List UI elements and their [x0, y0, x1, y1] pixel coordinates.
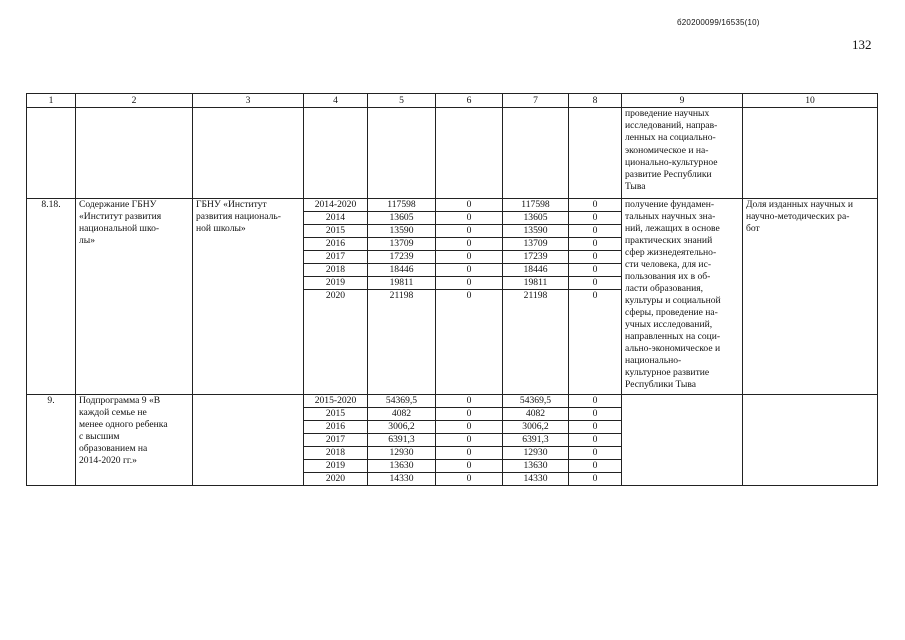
other-cell: 0: [569, 408, 622, 421]
total-cell: 3006,2: [368, 421, 436, 434]
continued-result-text: проведение научных исследований, направ- ленных на социально- экономическое и на- ционально-культурное развитие Республики Тыва: [622, 108, 743, 199]
header-cell: 9: [622, 94, 743, 108]
total-cell: 6391,3: [368, 434, 436, 447]
header-cell: 2: [76, 94, 193, 108]
header-cell: 7: [503, 94, 569, 108]
federal-cell: 0: [436, 277, 503, 290]
federal-cell: 0: [436, 421, 503, 434]
continuation-row: [27, 108, 878, 199]
federal-cell: 0: [436, 408, 503, 421]
total-cell: 18446: [368, 264, 436, 277]
federal-cell: 0: [436, 460, 503, 473]
expected-result: получение фундамен- тальных научных зна- ний, лежащих в основе практических знаний сфер жизнедеятельно- сти человека, для ис- пользования их в об- ласти образования, культуры и социальной сферы, проведение на- учных исследований, направленных на соци- ально-экономическое и национально- культурное развитие Республики Тыва: [622, 199, 743, 395]
republic-cell: 13605: [503, 212, 569, 225]
other-cell: 0: [569, 277, 622, 290]
republic-cell: 18446: [503, 264, 569, 277]
republic-cell: 12930: [503, 447, 569, 460]
other-cell: 0: [569, 473, 622, 486]
total-cell: 54369,5: [368, 395, 436, 408]
program-table: [26, 93, 878, 486]
other-cell: 0: [569, 395, 622, 408]
federal-cell: 0: [436, 199, 503, 212]
document-id: б20200099/16535(10): [677, 18, 760, 27]
other-cell: 0: [569, 447, 622, 460]
total-cell: 21198: [368, 290, 436, 303]
federal-cell: 0: [436, 212, 503, 225]
other-cell: 0: [569, 225, 622, 238]
federal-cell: 0: [436, 225, 503, 238]
republic-cell: 13709: [503, 238, 569, 251]
other-cell: 0: [569, 212, 622, 225]
federal-cell: 0: [436, 434, 503, 447]
other-cell: 0: [569, 238, 622, 251]
republic-cell: 117598: [503, 199, 569, 212]
total-cell: 13605: [368, 212, 436, 225]
republic-cell: 17239: [503, 251, 569, 264]
total-cell: 117598: [368, 199, 436, 212]
header-cell: 10: [743, 94, 878, 108]
table-row: [27, 395, 878, 408]
total-cell: 17239: [368, 251, 436, 264]
header-row: [27, 94, 878, 108]
republic-cell: 4082: [503, 408, 569, 421]
target-indicator: Доля изданных научных и научно-методических ра- бот: [743, 199, 878, 395]
year-cell: 2018: [304, 264, 368, 277]
year-cell: 2016: [304, 238, 368, 251]
republic-cell: 14330: [503, 473, 569, 486]
federal-cell: 0: [436, 238, 503, 251]
header-cell: 8: [569, 94, 622, 108]
total-cell: 13630: [368, 460, 436, 473]
total-cell: 13709: [368, 238, 436, 251]
federal-cell: 0: [436, 395, 503, 408]
other-cell: 0: [569, 251, 622, 264]
row-number: 8.18.: [27, 199, 76, 395]
other-cell: 0: [569, 199, 622, 212]
republic-cell: 6391,3: [503, 434, 569, 447]
year-cell: 2019: [304, 277, 368, 290]
total-cell: 14330: [368, 473, 436, 486]
year-cell: 2015: [304, 408, 368, 421]
year-cell: 2019: [304, 460, 368, 473]
header-cell: 5: [368, 94, 436, 108]
republic-cell: 19811: [503, 277, 569, 290]
year-cell: 2015-2020: [304, 395, 368, 408]
republic-cell: 54369,5: [503, 395, 569, 408]
other-cell: 0: [569, 290, 622, 303]
republic-cell: 13630: [503, 460, 569, 473]
table-row: [27, 199, 878, 212]
row-number: 9.: [27, 395, 76, 486]
header-cell: 1: [27, 94, 76, 108]
other-cell: 0: [569, 264, 622, 277]
republic-cell: 13590: [503, 225, 569, 238]
total-cell: 4082: [368, 408, 436, 421]
federal-cell: 0: [436, 251, 503, 264]
year-cell: 2017: [304, 434, 368, 447]
executor: ГБНУ «Институт развития националь- ной школы»: [193, 199, 304, 395]
other-cell: 0: [569, 421, 622, 434]
measure-name: Содержание ГБНУ «Институт развития национальной шко- лы»: [76, 199, 193, 395]
year-cell: 2018: [304, 447, 368, 460]
header-cell: 4: [304, 94, 368, 108]
republic-cell: 21198: [503, 290, 569, 303]
federal-cell: 0: [436, 264, 503, 277]
total-cell: 12930: [368, 447, 436, 460]
total-cell: 19811: [368, 277, 436, 290]
federal-cell: 0: [436, 290, 503, 303]
year-cell: 2014-2020: [304, 199, 368, 212]
year-cell: 2020: [304, 290, 368, 303]
year-cell: 2017: [304, 251, 368, 264]
total-cell: 13590: [368, 225, 436, 238]
year-cell: 2020: [304, 473, 368, 486]
federal-cell: 0: [436, 447, 503, 460]
year-cell: 2015: [304, 225, 368, 238]
year-cell: 2016: [304, 421, 368, 434]
year-cell: 2014: [304, 212, 368, 225]
republic-cell: 3006,2: [503, 421, 569, 434]
other-cell: 0: [569, 434, 622, 447]
header-cell: 3: [193, 94, 304, 108]
header-cell: 6: [436, 94, 503, 108]
page-number: 132: [852, 37, 872, 52]
federal-cell: 0: [436, 473, 503, 486]
other-cell: 0: [569, 460, 622, 473]
subprogram-name: Подпрограмма 9 «В каждой семье не менее одного ребенка с высшим образованием на 2014-2020 гг.»: [76, 395, 193, 486]
